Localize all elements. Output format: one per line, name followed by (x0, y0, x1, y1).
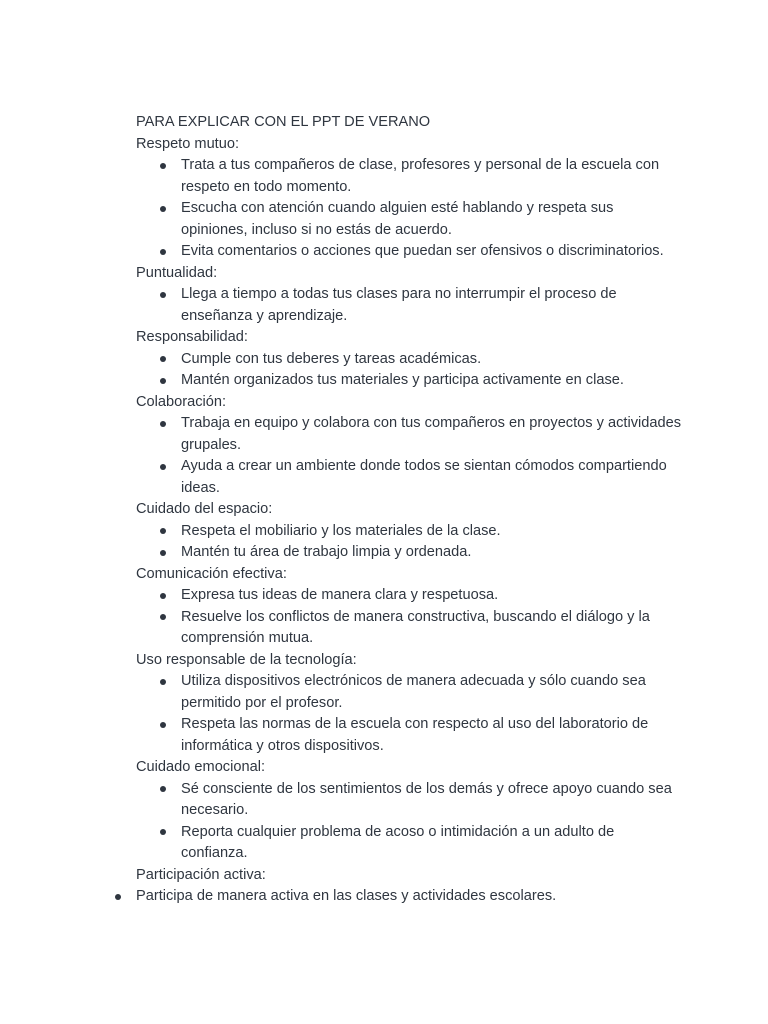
list-item (136, 886, 696, 908)
list-item-text: Respeta el mobiliario y los materiales de la clase. (181, 522, 501, 539)
bullet-icon (160, 722, 166, 728)
list-item-text: Cumple con tus deberes y tareas académicas. (181, 350, 482, 367)
list-item (136, 155, 681, 198)
list-item (136, 779, 681, 822)
bullet-list (136, 155, 696, 263)
bullet-icon (115, 894, 121, 900)
section-heading: Uso responsable de la tecnología: (136, 651, 357, 668)
section-heading: Participación activa: (136, 866, 266, 883)
section-heading: Colaboración: (136, 393, 227, 410)
bullet-list (136, 585, 696, 650)
list-item-text: Resuelve los conflictos de manera constructiva, buscando el diálogo y la comprensión mutua. (181, 608, 650, 646)
list-item (136, 241, 681, 263)
bullet-icon (160, 206, 166, 212)
bullet-list (136, 779, 696, 865)
list-item (136, 370, 681, 392)
list-item (136, 284, 681, 327)
bullet-icon (160, 249, 166, 255)
document-body (136, 112, 696, 908)
bullet-icon (160, 421, 166, 427)
list-item-text: Mantén tu área de trabajo limpia y ordenada. (181, 544, 472, 560)
bullet-icon (160, 829, 166, 835)
section-heading: Respeto mutuo: (136, 135, 240, 152)
bullet-icon (160, 378, 166, 384)
bullet-icon (160, 550, 166, 556)
list-item-text: Trata a tus compañeros de clase, profesores y personal de la escuela con respeto en todo momento. (181, 157, 660, 195)
list-item (136, 585, 681, 607)
list-item-text: Reporta cualquier problema de acoso o intimidación a un adulto de confianza. (181, 823, 615, 861)
list-item (136, 822, 681, 865)
list-item-text: Sé consciente de los sentimientos de los demás y ofrece apoyo cuando sea necesario. (181, 780, 672, 818)
section-heading: Cuidado emocional: (136, 759, 265, 775)
list-item-text: Ayuda a crear un ambiente donde todos se sientan cómodos compartiendo ideas. (181, 458, 667, 496)
bullet-list (136, 671, 696, 757)
list-item (136, 671, 681, 714)
bullet-icon (160, 786, 166, 792)
list-item-text: Trabaja en equipo y colabora con tus compañeros en proyectos y actividades grupales. (181, 415, 681, 453)
list-item (136, 349, 681, 371)
list-item-text: Mantén organizados tus materiales y participa activamente en clase. (181, 372, 624, 388)
bullet-icon (160, 528, 166, 534)
bullet-list (136, 284, 696, 327)
section-heading: Cuidado del espacio: (136, 501, 273, 517)
bullet-list (136, 413, 696, 499)
section-heading: Responsabilidad: (136, 329, 248, 345)
list-item (136, 714, 681, 757)
list-item (136, 456, 681, 499)
bullet-list (136, 349, 696, 392)
list-item (136, 521, 681, 543)
bullet-icon (160, 614, 166, 620)
bullet-icon (160, 593, 166, 599)
bullet-icon (160, 464, 166, 470)
list-item-text: Participa de manera activa en las clases y actividades escolares. (136, 888, 557, 904)
list-item-text: Llega a tiempo a todas tus clases para no interrumpir el proceso de enseñanza y aprendizaje. (181, 286, 617, 324)
bullet-list (136, 521, 696, 564)
list-item-text: Escucha con atención cuando alguien esté hablando y respeta sus opiniones, incluso si no estás de acuerdo. (181, 200, 614, 238)
list-item-text: Respeta las normas de la escuela con respecto al uso del laboratorio de informática y otros dispositivos. (181, 716, 649, 754)
bullet-icon (160, 679, 166, 685)
list-item (136, 198, 681, 241)
list-item (136, 413, 681, 456)
section-heading: Puntualidad: (136, 264, 218, 281)
section-heading: Comunicación efectiva: (136, 565, 287, 582)
list-item (136, 607, 681, 650)
bullet-icon (160, 163, 166, 169)
bullet-icon (160, 356, 166, 362)
list-item (136, 542, 681, 564)
document-title: PARA EXPLICAR CON EL PPT DE VERANO (136, 114, 431, 130)
list-item-text: Evita comentarios o acciones que puedan ser ofensivos o discriminatorios. (181, 243, 664, 259)
bullet-list (136, 886, 696, 908)
list-item-text: Utiliza dispositivos electrónicos de manera adecuada y sólo cuando sea permitido por el profesor. (181, 673, 646, 711)
list-item-text: Expresa tus ideas de manera clara y respetuosa. (181, 587, 499, 603)
bullet-icon (160, 292, 166, 298)
